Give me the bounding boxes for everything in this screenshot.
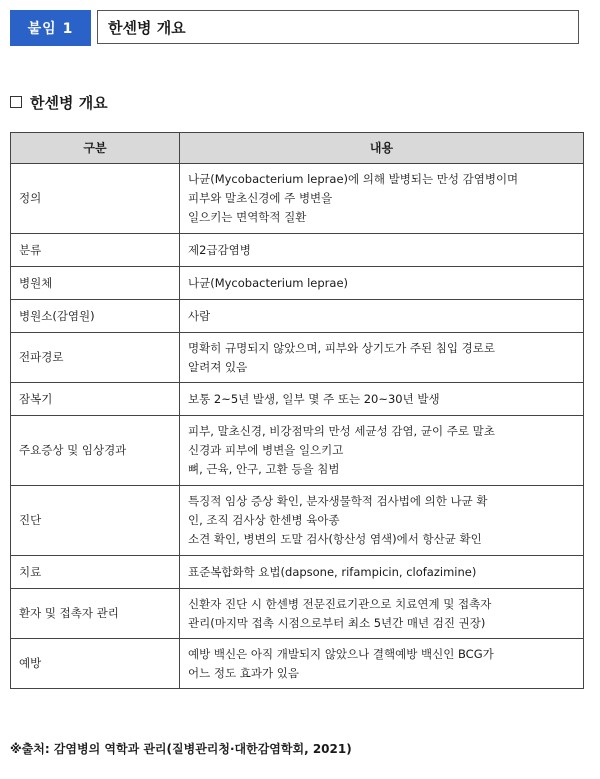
row-content: [180, 333, 584, 383]
row-label: 병원소(감염원): [11, 300, 180, 333]
column-header-category: 구분: [11, 133, 180, 164]
source-note: [10, 740, 352, 757]
content-line: 일으키는 면역학적 질환: [188, 210, 307, 224]
row-content: [180, 164, 584, 234]
content-line: 피부와 말초신경에 주 병변을: [188, 191, 333, 205]
row-content: [180, 267, 584, 300]
table-row: [11, 333, 584, 383]
table-row: [11, 486, 584, 556]
row-label: 예방: [11, 639, 180, 689]
document-header: [10, 10, 581, 46]
row-label: 환자 및 접촉자 관리: [11, 589, 180, 639]
content-line: 신환자 진단 시 한센병 전문진료기관으로 치료연계 및 접촉자: [188, 596, 492, 611]
row-content: [180, 639, 584, 689]
table-row: [11, 589, 584, 639]
content-line: 피부, 말초신경, 비강점막의 만성 세균성 감염, 균이 주로 말초: [188, 424, 495, 438]
table-row: [11, 383, 584, 416]
table-row: [11, 300, 584, 333]
content-line: 특징적 임상 증상 확인, 분자생물학적 검사법에 의한 나균 확: [188, 494, 488, 508]
content-line: 나균(Mycobacterium leprae)에 의해 발병되는 만성 감염병이며: [188, 172, 519, 186]
row-label: 진단: [11, 486, 180, 556]
content-line: 예방 백신은 아직 개발되지 않았으나 결핵예방 백신인 BCG가: [188, 646, 494, 661]
row-content: [180, 416, 584, 486]
content-line: 인, 조직 검사상 한센병 육아종: [188, 513, 340, 527]
source-mark: ※출처:: [10, 742, 50, 756]
row-label: 정의: [11, 164, 180, 234]
content-line: 명확히 규명되지 않았으며, 피부와 상기도가 주된 침입 경로로: [188, 340, 495, 355]
row-content: [180, 383, 584, 416]
table-row: [11, 639, 584, 689]
attachment-badge: 붙임 1: [10, 10, 91, 46]
row-content: [180, 589, 584, 639]
row-label: 전파경로: [11, 333, 180, 383]
table-row: [11, 416, 584, 486]
content-line: 보통 2~5년 발생, 일부 몇 주 또는 20~30년 발생: [188, 391, 440, 406]
row-content: [180, 486, 584, 556]
column-header-content: 내용: [180, 133, 584, 164]
content-line: 뼈, 근육, 안구, 고환 등을 침범: [188, 462, 340, 476]
content-line: 사람: [188, 308, 211, 323]
row-content: [180, 234, 584, 267]
content-line: 신경과 피부에 병변을 일으키고: [188, 443, 344, 457]
row-label: 병원체: [11, 267, 180, 300]
section-heading: [10, 90, 108, 114]
section-heading-text: 한센병 개요: [30, 93, 108, 112]
table-row: [11, 234, 584, 267]
content-line: 소견 확인, 병변의 도말 검사(항산성 염색)에서 항산균 확인: [188, 532, 482, 546]
table-row: [11, 267, 584, 300]
content-line: 관리(마지막 접촉 시점으로부터 최소 5년간 매년 검진 권장): [188, 615, 486, 630]
content-line: 제2급감염병: [188, 242, 251, 257]
row-content: [180, 556, 584, 589]
row-label: 잠복기: [11, 383, 180, 416]
content-line: 표준복합화학 요법(dapsone, rifampicin, clofazimine): [188, 564, 477, 579]
row-label: 주요증상 및 임상경과: [11, 416, 180, 486]
source-text: 감염병의 역학과 관리(질병관리청·대한감염학회, 2021): [53, 742, 352, 756]
content-line: 어느 정도 효과가 있음: [188, 665, 299, 680]
table-header-row: [11, 133, 584, 164]
row-label: 분류: [11, 234, 180, 267]
row-label: 치료: [11, 556, 180, 589]
overview-table: [10, 132, 584, 689]
content-line: 알려져 있음: [188, 359, 248, 374]
content-line: 나균(Mycobacterium leprae): [188, 275, 349, 290]
checkbox-square-icon: [10, 96, 22, 108]
document-title: 한센병 개요: [97, 10, 579, 44]
table-row: [11, 556, 584, 589]
table-row: [11, 164, 584, 234]
row-content: [180, 300, 584, 333]
